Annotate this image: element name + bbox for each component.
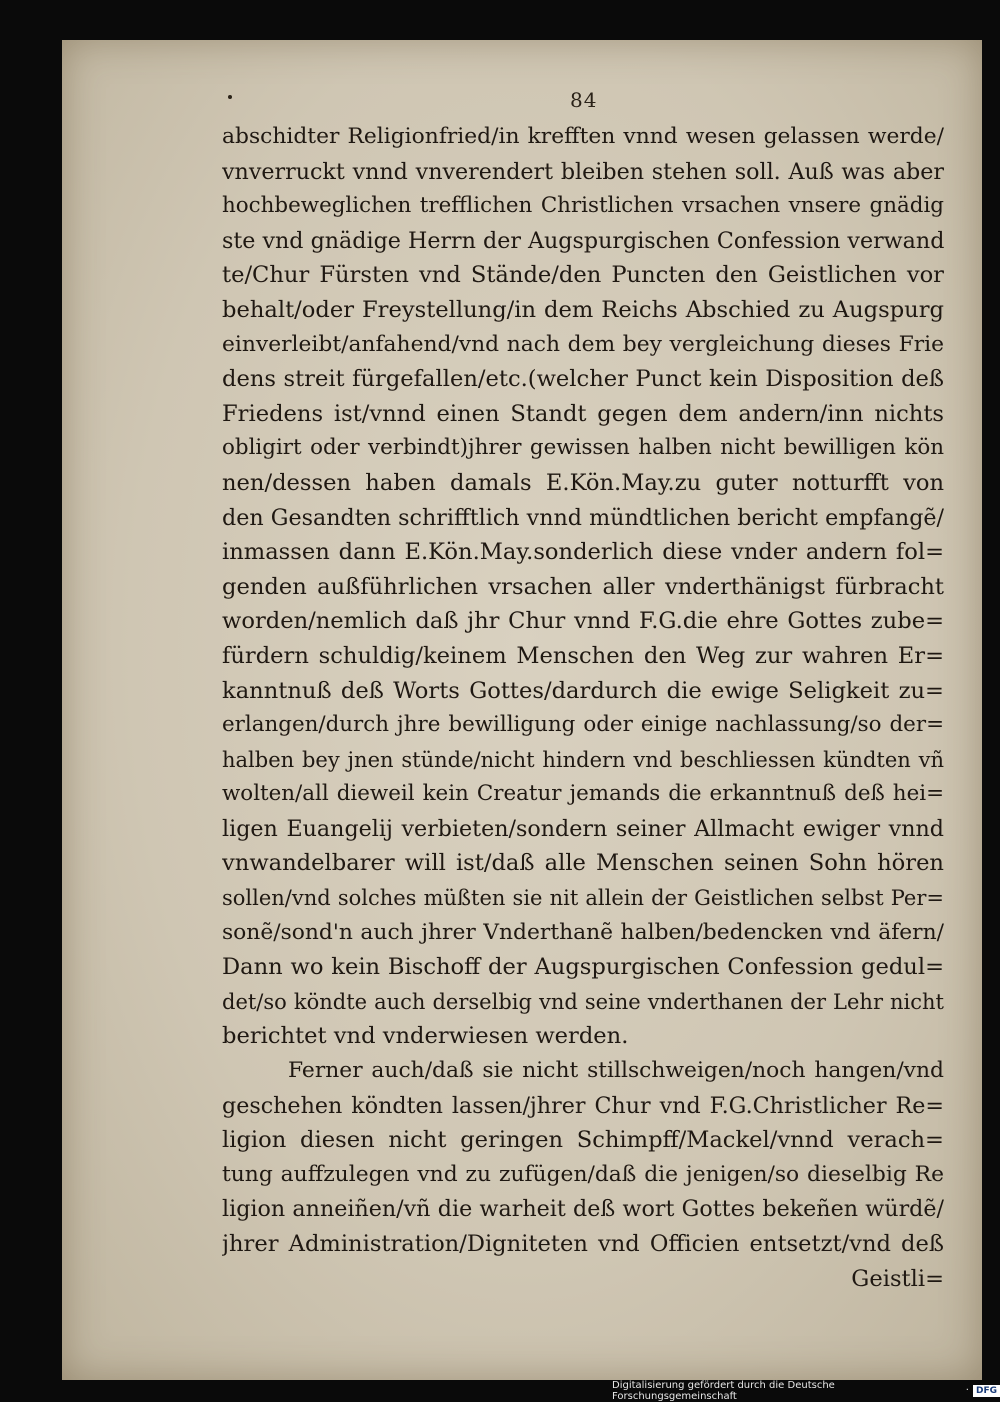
text-line: nen/dessen haben damals E.Kön.May.zu guter notturfft von xyxy=(222,469,944,496)
text-line: kanntnuß deß Worts Gottes/dardurch die ewige Seligkeit zu= xyxy=(222,677,944,704)
text-line: halben bey jnen stünde/nicht hindern vnd beschliessen kündten vñ xyxy=(222,747,944,772)
text-line: sollen/vnd solches müßten sie nit allein der Geistlichen selbst Per= xyxy=(222,886,944,911)
page-mark xyxy=(228,95,232,99)
text-line: ligen Euangelij verbieten/sondern seiner Allmacht ewiger vnnd xyxy=(222,815,944,842)
text-line: dens streit fürgefallen/etc.(welcher Punct kein Disposition deß xyxy=(222,366,944,393)
text-line: vnverruckt vnnd vnverendert bleiben stehen soll. Auß was aber xyxy=(222,158,944,185)
text-line: te/Chur Fürsten vnd Stände/den Puncten den Geistlichen vor xyxy=(222,262,944,289)
text-line: tung auffzulegen vnd zu zufügen/daß die jenigen/so dieselbig Re xyxy=(222,1161,944,1187)
text-line: Friedens ist/vnnd einen Standt gegen dem andern/inn nichts xyxy=(222,400,944,427)
text-line: worden/nemlich daß jhr Chur vnnd F.G.die ehre Gottes zube= xyxy=(222,608,944,635)
text-line: ligion anneiñen/vñ die warheit deß wort Gottes bekeñen würdẽ/ xyxy=(222,1196,944,1223)
text-line: den Gesandten schrifftlich vnnd mündtlichen bericht empfangẽ/ xyxy=(222,504,944,531)
text-line: Ferner auch/daß sie nicht stillschweigen/noch hangen/vnd xyxy=(288,1058,944,1084)
text-line: Dann wo kein Bischoff der Augspurgischen Confession gedul= xyxy=(222,954,944,981)
text-line: genden außführlichen vrsachen aller vnderthänigst fürbracht xyxy=(222,573,944,600)
dfg-logo-icon: DFG xyxy=(973,1385,1000,1397)
page-number: 84 xyxy=(570,88,598,112)
footer-credit: Digitalisierung gefördert durch die Deutsche Forschungsgemeinschaft xyxy=(612,1379,835,1402)
text-line: behalt/oder Freystellung/in dem Reichs Abschied zu Augspurg xyxy=(222,296,944,323)
text-block xyxy=(222,120,944,1296)
text-line: obligirt oder verbindt)jhrer gewissen halben nicht bewilligen kön xyxy=(222,435,944,461)
text-line: fürdern schuldig/keinem Menschen den Weg zur wahren Er= xyxy=(222,642,944,669)
text-line: erlangen/durch jhre bewilligung oder einige nachlassung/so der= xyxy=(222,712,944,738)
text-line: det/so köndte auch derselbig vnd seine vnderthanen der Lehr nicht xyxy=(222,989,944,1014)
text-line: abschidter Religionfried/in krefften vnnd wesen gelassen werde/ xyxy=(222,124,944,149)
footer: Digitalisierung gefördert durch die Deutsche Forschungsgemeinschaft · DFG xyxy=(612,1382,1000,1399)
text-line: berichtet vnd vnderwiesen werden. xyxy=(222,1023,629,1050)
text-line: ligion diesen nicht geringen Schimpff/Mackel/vnnd verach= xyxy=(222,1127,944,1154)
text-line: jhrer Administration/Digniteten vnd Officien entsetzt/vnd deß xyxy=(222,1231,944,1257)
text-line: sonẽ/sond'n auch jhrer Vnderthanẽ halben/bedencken vnd äfern/ xyxy=(222,919,944,945)
text-line: geschehen köndten lassen/jhrer Chur vnd F.G.Christlicher Re= xyxy=(222,1092,944,1119)
text-line: inmassen dann E.Kön.May.sonderlich diese vnder andern fol= xyxy=(222,539,944,566)
text-line: wolten/all dieweil kein Creatur jemands die erkanntnuß deß hei= xyxy=(222,781,944,807)
catchword: Geistli= xyxy=(851,1265,944,1292)
text-line: vnwandelbarer will ist/daß alle Menschen seinen Sohn hören xyxy=(222,850,944,877)
text-line: einverleibt/anfahend/vnd nach dem bey vergleichung dieses Frie xyxy=(222,331,944,357)
text-line: hochbeweglichen trefflichen Christlichen vrsachen vnsere gnädig xyxy=(222,193,944,219)
text-line: ste vnd gnädige Herrn der Augspurgischen Confession verwand xyxy=(222,227,944,254)
